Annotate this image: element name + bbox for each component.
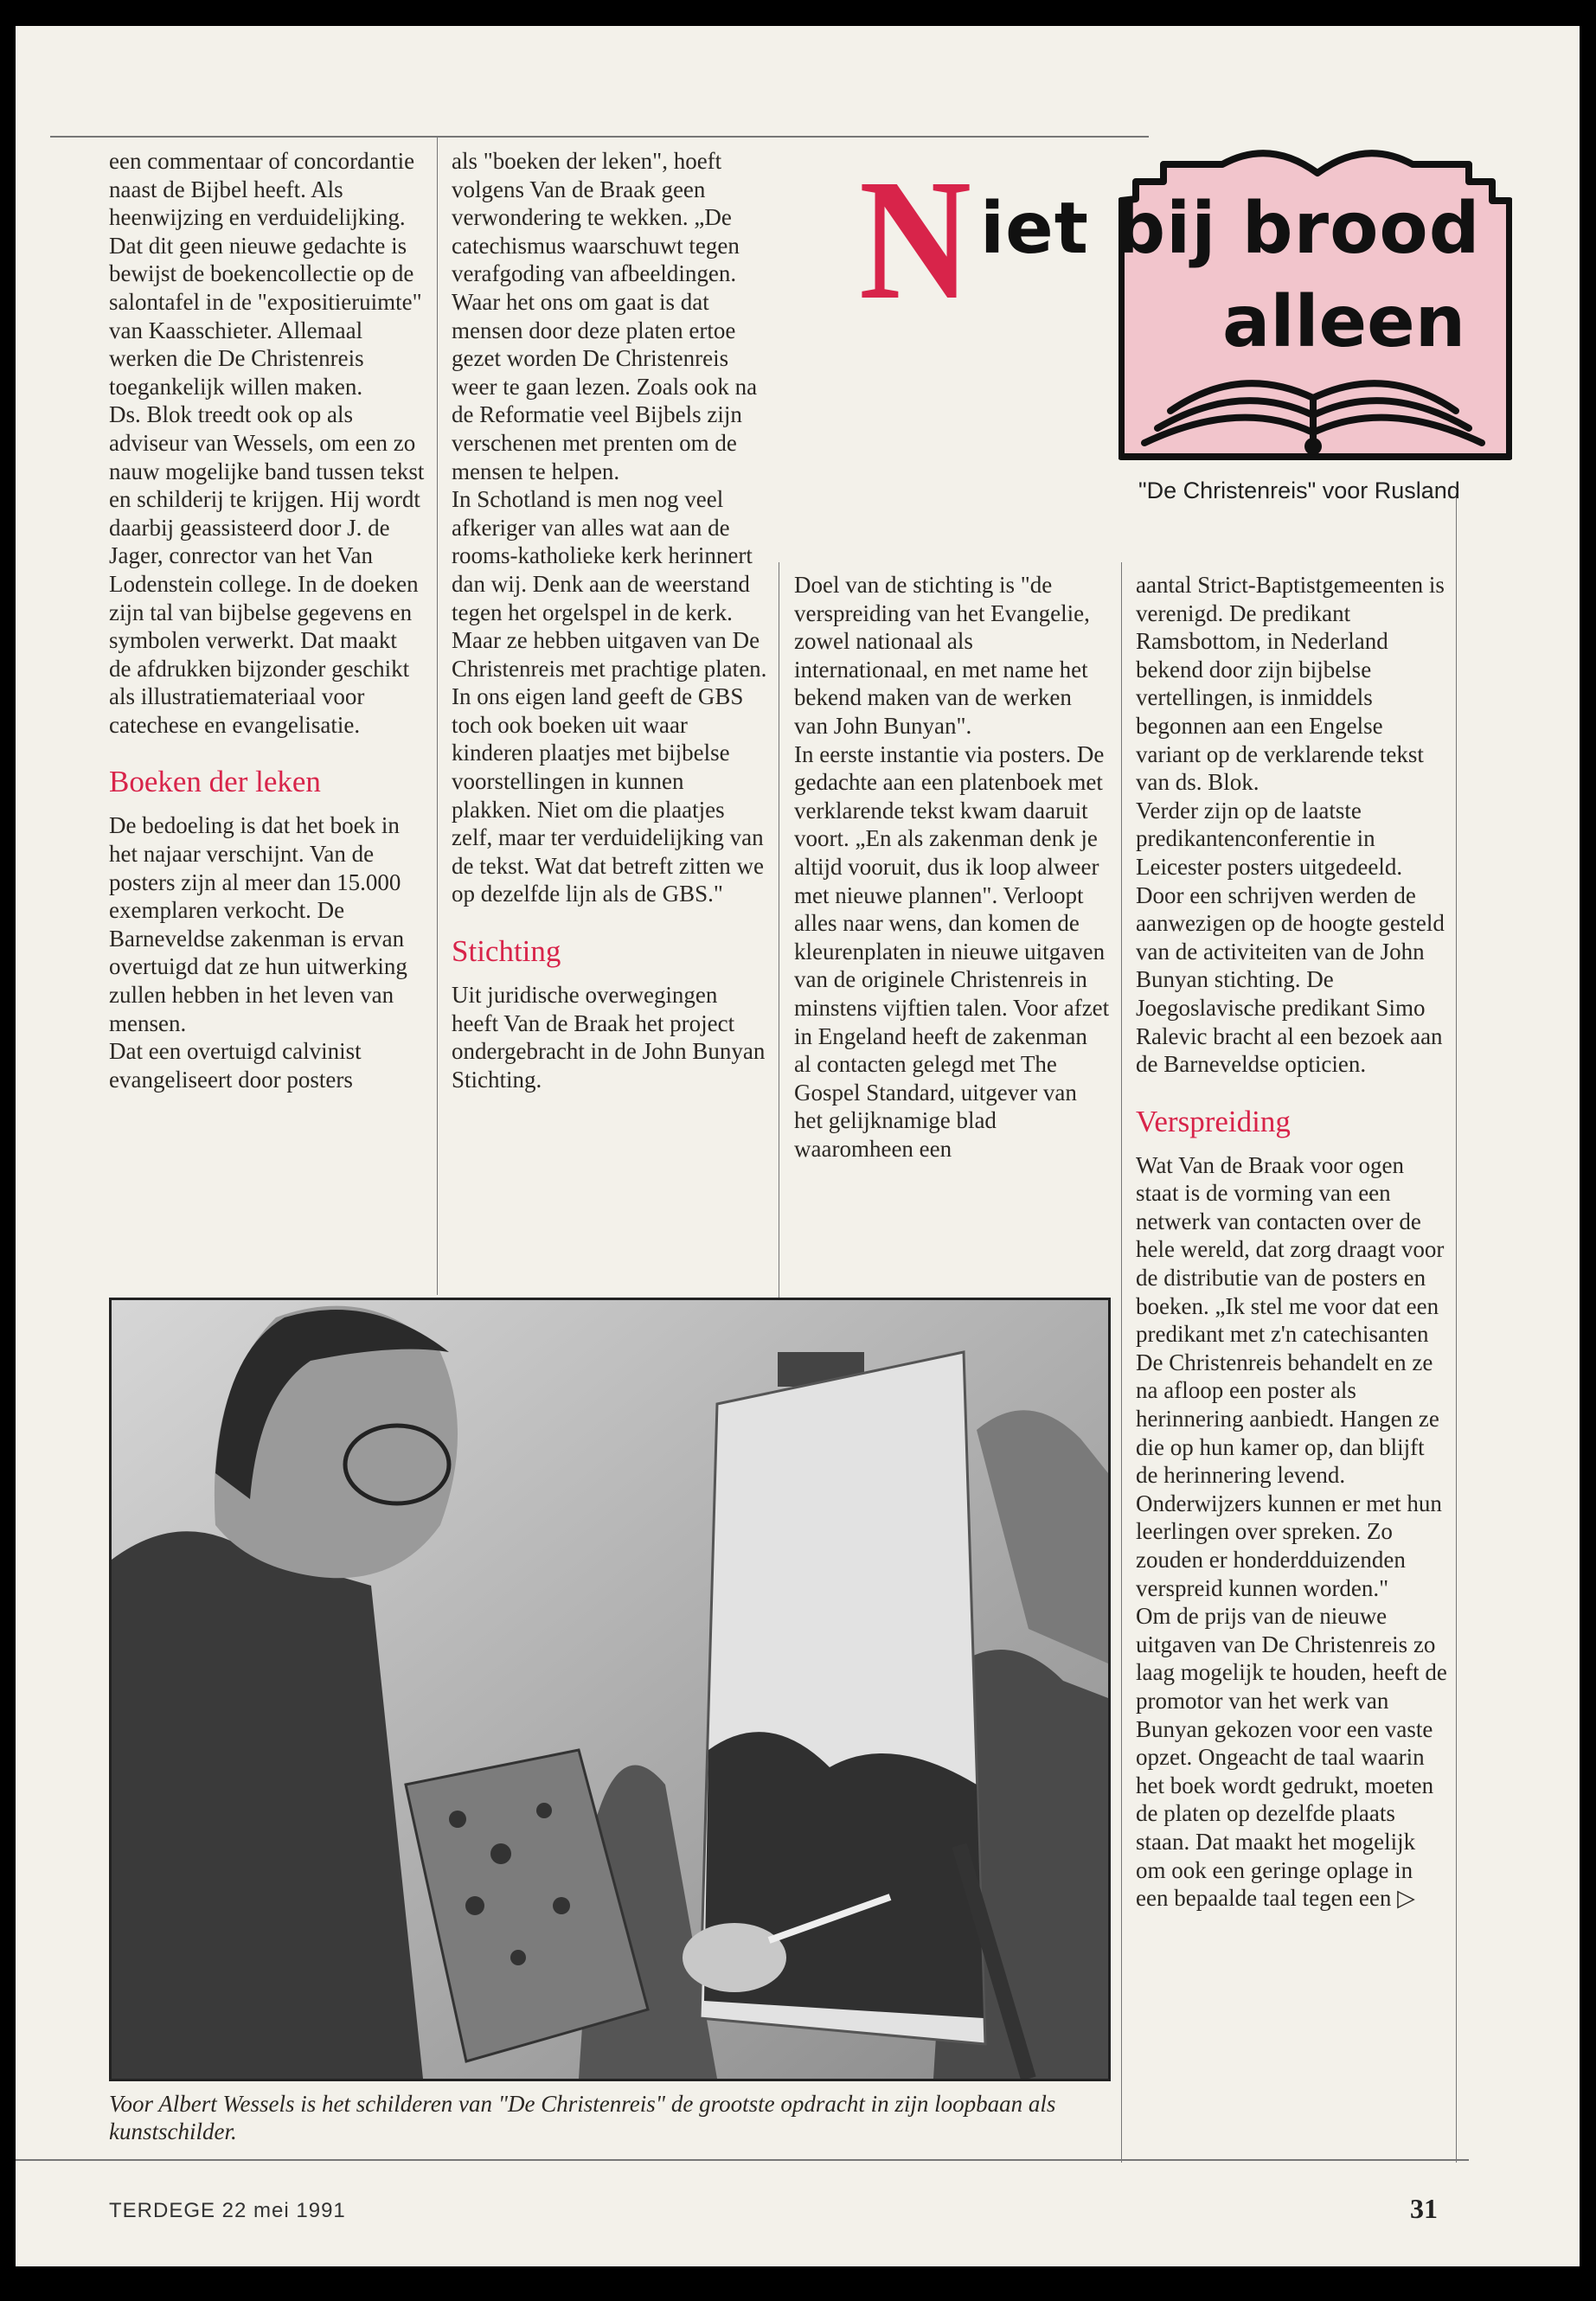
bottom-rule <box>16 2159 1469 2161</box>
paragraph: Doel van de stichting is "de verspreiding van het Evangelie, zowel nationaal als internationaal, en met name het bekend maken van de werken van John Bunyan". <box>794 572 1090 739</box>
paragraph: een commentaar of concordantie naast de Bijbel heeft. Als heenwijzing en verduidelijking. Dat dit geen nieuwe gedachte is bewijst de boekencollectie op de salontafel in de "expositieruimte" van Kaasschieter. Allemaal werken die De Christenreis toegankelijk willen maken. <box>109 148 422 400</box>
paragraph: In Schotland is men nog veel afkeriger van alles wat aan de rooms-katholieke kerk herinnert dan wij. Denk aan de weerstand tegen het orgelspel in de kerk. Maar ze hebben uitgaven van De Christenreis met prachtige platen. In ons eigen land geeft de GBS toch ook boeken uit waar kinderen plaatjes met bijbelse voorstellingen in kunnen plakken. Niet om die plaatjes zelf, maar ter verduidelijking van de tekst. Wat dat betreft zitten we op dezelfde lijn als de GBS." <box>452 486 767 907</box>
publication-footer: TERDEGE 22 mei 1991 <box>109 2199 346 2222</box>
column-2 <box>452 147 767 1093</box>
paragraph: Om de prijs van de nieuwe uitgaven van De Christenreis zo laag mogelijk te houden, heeft de promotor van het werk van Bunyan gekozen voor een vaste opzet. Ongeacht de taal waarin het boek wordt gedrukt, moeten de platen op dezelfde plaats staan. Dat maakt het mogelijk om ook een geringe oplage in een bepaalde taal tegen een ▷ <box>1136 1603 1447 1912</box>
painter-photo <box>109 1298 1111 2081</box>
paragraph: Verder zijn op de laatste predikantenconferentie in Leicester posters uitgedeeld. Door een schrijven werden de aanwezigen op de hoogte gesteld van de activiteiten van de John Bunyan stichting. De Joegoslavische predikant Simo Ralevic bracht al een bezoek aan de Barneveldse opticien. <box>1136 797 1445 1078</box>
paragraph: aantal Strict-Baptistgemeenten is verenigd. De predikant Ramsbottom, in Nederland bekend door zijn bijbelse vertellingen, is inmiddels begonnen aan een Engelse variant op de verklarende tekst van ds. Blok. <box>1136 572 1445 796</box>
paragraph: als "boeken der leken", hoeft volgens Van de Braak geen verwondering te wekken. „De catechismus waarschuwt tegen verafgoding van afbeeldingen. Waar het ons om gaat is dat mensen door deze platen ertoe gezet worden De Christenreis weer te gaan lezen. Zoals ook na de Reformatie veel Bijbels zijn verschenen met prenten om de mensen te helpen. <box>452 148 758 484</box>
column-4 <box>1136 571 1447 1913</box>
paragraph: Wat Van de Braak voor ogen staat is de vorming van een netwerk van contacten over de hele wereld, dat zorg draagt voor de distributie van de posters en boeken. „Ik stel me voor dat een predikant met z'n catechisanten De Christenreis behandelt en ze na afloop een poster als herinnering aanbiedt. Hangen ze die op hun kamer op, dan blijft de herinnering levend. Onderwijzers kunnen er met hun leerlingen over spreken. Zo zouden er honderdduizenden verspreid kunnen worden." <box>1136 1151 1445 1601</box>
photo-caption: Voor Albert Wessels is het schilderen van "De Christenreis" de grootste opdracht in zijn loopbaan als kunstschilder. <box>109 2091 1056 2144</box>
title-line-2: alleen <box>1222 281 1466 363</box>
paragraph: Dat een overtuigd calvinist evangeliseert door posters <box>109 1038 362 1093</box>
paragraph: In eerste instantie via posters. De gedachte aan een platenboek met verklarende tekst kwam daaruit voort. „En als zakenman denk je altijd vooruit, dus ik loop alweer met nieuwe plannen". Verloopt alles naar wens, dan komen de kleurenplaten in nieuwe uitgaven van de originele Christenreis in minstens vijftien talen. Voor afzet in Engeland heeft de zakenman al contacten gelegd met The Gospel Standard, uitgever van het gelijknamige blad waaromheen een <box>794 740 1110 1162</box>
column-divider-1 <box>437 136 438 1295</box>
paragraph: De bedoeling is dat het boek in het najaar verschijnt. Van de posters zijn al meer dan 15.000 exemplaren verkocht. De Barneveldse zakenman is ervan overtuigd dat ze hun uitwerking zullen hebben in het leven van mensen. <box>109 812 407 1036</box>
column-1 <box>109 147 425 1093</box>
section-heading: Stichting <box>452 934 561 969</box>
section-heading: Boeken der leken <box>109 765 321 799</box>
title-line-1: iet bij brood <box>980 188 1481 270</box>
section-heading: Verspreiding <box>1136 1104 1291 1138</box>
title-initial: N <box>859 144 971 336</box>
magazine-page <box>16 26 1580 2266</box>
top-rule <box>50 136 1149 138</box>
photo-illustration <box>112 1300 1108 2079</box>
column-divider-4 <box>1456 493 1457 2163</box>
subtitle: "De Christenreis" voor Rusland <box>1138 478 1460 503</box>
page-number: 31 <box>1410 2193 1438 2224</box>
paragraph: Uit juridische overwegingen heeft Van de Braak het project ondergebracht in de John Bunyan Stichting. <box>452 982 766 1093</box>
column-divider-3 <box>1121 562 1122 2163</box>
paragraph: Ds. Blok treedt ook op als adviseur van Wessels, om een zo nauw mogelijke band tussen tekst en schilderij te krijgen. Hij wordt daarbij geassisteerd door J. de Jager, conrector van het Van Lodenstein college. In de doeken zijn tal van bijbelse gegevens en symbolen verwerkt. Dat maakt de afdrukken bijzonder geschikt als illustratiemateriaal voor catechese en evangelisatie. <box>109 401 425 738</box>
column-3 <box>794 571 1110 1163</box>
